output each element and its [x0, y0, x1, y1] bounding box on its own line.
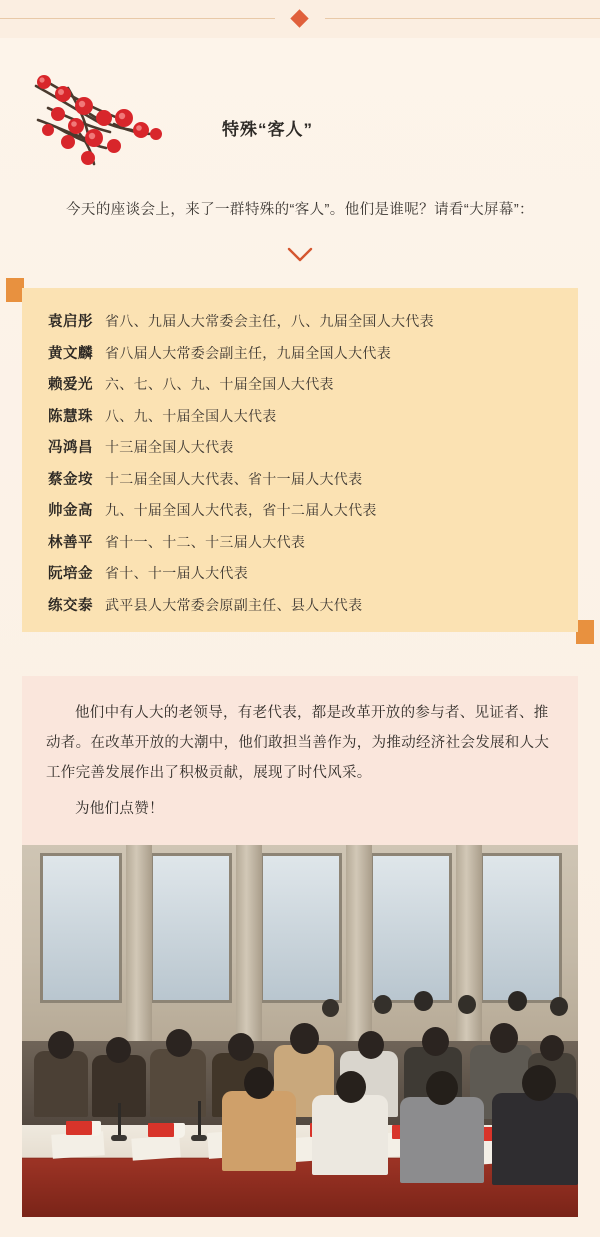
guest-title: 省十一、十二、十三届人大代表 — [105, 533, 306, 550]
page-title: 特殊“客人” — [222, 120, 313, 139]
guest-title: 省八、九届人大常委会主任，八、九届全国人大代表 — [105, 313, 434, 329]
guest-name: 帅金高 — [48, 503, 93, 519]
guest-title: 十三届全国人大代表 — [105, 439, 234, 455]
header-block — [0, 60, 600, 180]
conference-meeting-photo — [22, 845, 578, 1217]
list-item — [48, 594, 552, 615]
plum-blossom-branch-icon — [28, 68, 218, 173]
top-decoration-bar — [0, 0, 600, 38]
guest-name: 冯鸿昌 — [48, 440, 93, 456]
guest-title: 省十、十一届人大代表 — [105, 565, 248, 581]
corner-accent-bottom-right — [576, 620, 594, 644]
list-item — [48, 342, 552, 363]
list-item — [48, 436, 552, 457]
guest-name: 练交泰 — [48, 597, 93, 614]
list-item — [48, 562, 552, 583]
guest-title: 九、十届全国人大代表，省十二届人大代表 — [105, 502, 377, 518]
list-item — [48, 373, 552, 394]
guest-title: 六、七、八、九、十届全国人大代表 — [105, 376, 334, 392]
list-item — [48, 468, 552, 489]
list-item — [48, 531, 552, 552]
guest-name: 袁启彤 — [48, 314, 93, 330]
list-item — [48, 499, 552, 520]
body-paragraph-2: 为他们点赞！ — [75, 801, 164, 817]
guest-list-card — [22, 288, 578, 632]
intro-text: 今天的座谈会上，来了一群特殊的“客人”。他们是谁呢？请看“大屏幕”： — [66, 202, 534, 218]
guest-name: 赖爱光 — [48, 377, 93, 393]
guest-title: 武平县人大常委会原副主任、县人大代表 — [105, 596, 363, 613]
guest-name: 陈慧珠 — [48, 408, 93, 425]
guest-name: 黄文麟 — [48, 345, 93, 362]
list-item — [48, 405, 552, 426]
guest-name: 林善平 — [48, 534, 93, 551]
guest-title: 八、九、十届全国人大代表 — [105, 407, 277, 424]
list-item — [48, 310, 552, 331]
body-paragraph-1: 他们中有人大的老领导，有老代表，都是改革开放的参与者、见证者、推动者。在改革开放的大潮中，他们敢担当善作为，为推动经济社会发展和人大工作完善发展作出了积极贡献，展现了时代风采。 — [46, 705, 550, 781]
guest-name: 蔡金垵 — [48, 471, 93, 488]
chevron-down-icon — [0, 246, 600, 269]
guest-title: 省八届人大常委会副主任，九届全国人大代表 — [105, 344, 391, 361]
guest-title: 十二届全国人大代表、省十一届人大代表 — [105, 470, 363, 487]
guest-name: 阮培金 — [48, 566, 93, 582]
